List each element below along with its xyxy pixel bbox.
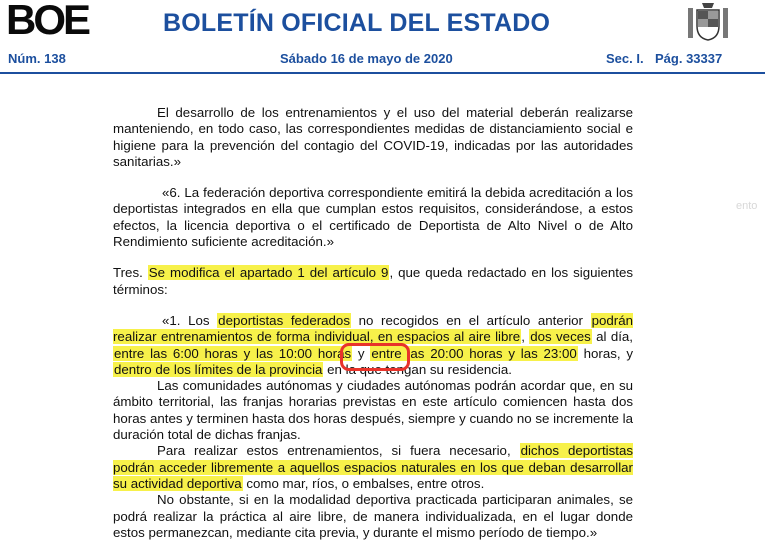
highlighted-text: Se modifica el apartado 1 del artículo 9	[148, 265, 389, 281]
highlighted-text: entre las 6:00 horas y las 10:00 horas	[114, 345, 352, 361]
paragraph: «6. La federación deportiva correspondiente emitirá la debida acreditación a los deportistas integrados en ella que cumplan estos requisitos, considerándose, a estos efectos, la licencia deportiva o el certificado de Deportista de Alto Nivel o de Alto Rendimiento suficiente acreditación.»	[113, 185, 633, 250]
coat-of-arms-icon	[684, 0, 732, 42]
highlighted-text: dentro de los límites de la provincia	[114, 361, 323, 377]
text-run: Tres.	[113, 265, 143, 281]
highlighted-text: entre las 20:00 horas y las 23:00	[371, 345, 577, 361]
text-run: como mar, ríos, o embalses, entre otros.	[242, 475, 485, 491]
page-number: Pág. 33337	[655, 51, 723, 66]
document-body	[113, 105, 633, 541]
paragraph	[113, 443, 633, 492]
highlighted-text: dichos deportistas podrán acceder libremente a aquellos espacios naturales en los que deban desarrollar su actividad deportiva	[113, 443, 633, 491]
highlighted-text: dos veces	[530, 329, 591, 345]
text-run: no recogidos en el artículo anterior	[350, 312, 591, 328]
text-run: «1. Los	[162, 312, 218, 328]
text-run: Para realizar estos entrenamientos, si fuera necesario,	[157, 443, 520, 459]
page-title: BOLETÍN OFICIAL DEL ESTADO	[163, 9, 551, 37]
issue-info-bar	[0, 44, 765, 74]
issue-number: Núm. 138	[8, 51, 66, 66]
paragraph: No obstante, si en la modalidad deportiva practicada participaran animales, se podrá realizar la práctica al aire libre, de manera individualizada, en el lugar donde estos permanezcan, mediante cita previa, y durante el mismo período de tiempo.»	[113, 492, 633, 540]
highlighted-text: deportistas federados	[218, 312, 350, 328]
red-annotation-circle	[340, 343, 410, 371]
paragraph	[113, 265, 633, 298]
highlighted-text: podrán realizar entrenamientos de forma individual, en espacios al aire libre	[113, 312, 633, 345]
text-run: en la que tengan su residencia.	[323, 361, 512, 377]
text-run: horas, y	[577, 345, 633, 361]
text-run: , que queda redactado en los siguientes términos:	[113, 265, 633, 297]
faint-side-text: ento	[736, 200, 758, 212]
text-run: al día,	[591, 329, 634, 345]
boe-logo: BOE	[6, 0, 89, 43]
text-run: ,	[521, 329, 530, 345]
issue-date: Sábado 16 de mayo de 2020	[280, 51, 453, 66]
paragraph: Las comunidades autónomas y ciudades autónomas podrán acordar que, en su ámbito territorial, las franjas horarias previstas en este artículo comiencen hasta dos horas antes y terminen hasta dos horas después, siempre y cuando no se incremente la duración total de dichas franjas.	[113, 378, 633, 443]
section-label: Sec. I.	[606, 51, 644, 66]
paragraph: El desarrollo de los entrenamientos y el uso del material deberán realizarse manteniendo, en todo caso, las correspondientes medidas de distanciamiento social e higiene para la prevención del contagio del COVID-19, indicadas por las autoridades sanitarias.»	[113, 105, 633, 169]
text-run: y	[352, 345, 371, 361]
